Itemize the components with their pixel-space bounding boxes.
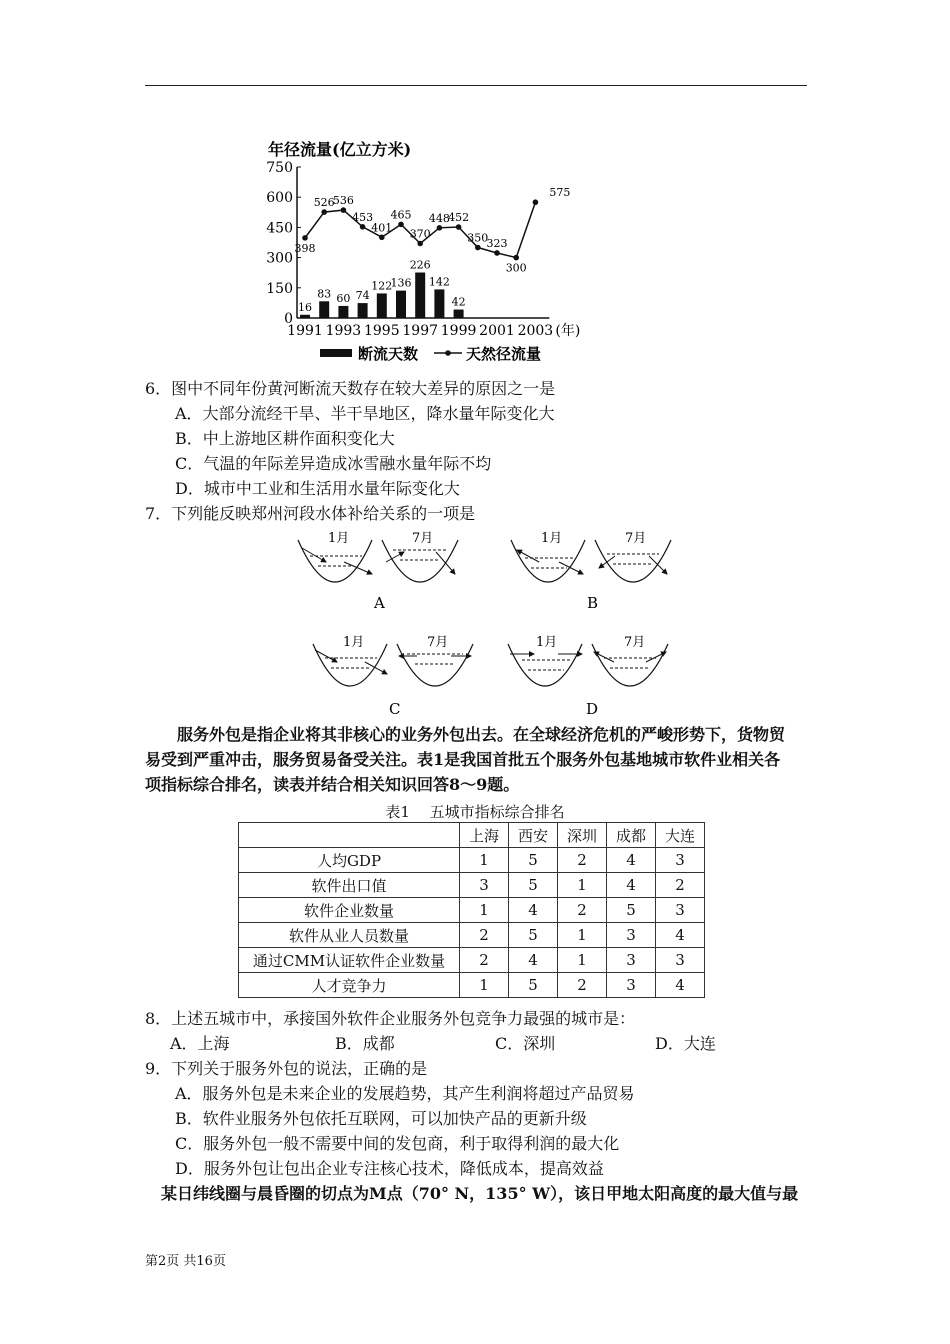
bar-duanliu-1995 [377,293,387,318]
q7-diagrams [290,528,710,718]
table-header-city: 上海 [460,823,509,848]
diagram-d-month2: 7月 [624,635,646,650]
bar-duanliu-1996 [396,291,406,318]
passage-line-1: 服务外包是指企业将其非核心的业务外包出去。在全球经济危机的严峻形势下，货物贸 [145,725,786,744]
next-passage-start: 某日纬线圈与晨昏圈的切点为M点（70° N，135° W），该日甲地太阳高度的最大值与最 [145,1184,799,1203]
table-cell: 4 [509,948,558,973]
bar-label-1998: 142 [428,275,450,289]
table-cell: 4 [509,898,558,923]
x-tick-label: 1995 [363,323,400,339]
bar-label-1999: 42 [451,295,466,309]
table-cell: 5 [509,923,558,948]
runoff-label-1998: 448 [428,211,450,225]
runoff-point-1993 [341,207,347,213]
chart-legend [320,345,541,363]
table-header-city: 西安 [509,823,558,848]
q6-option-d: D．城市中工业和生活用水量年际变化大 [175,479,460,498]
table-cell: 1 [460,848,509,873]
runoff-label-2000: 350 [467,231,489,245]
table-header-row [239,823,705,848]
diagram-a-month1: 1月 [328,531,350,546]
q9-stem: 9．下列关于服务外包的说法，正确的是 [145,1059,428,1078]
q8-stem: 8．上述五城市中，承接国外软件企业服务外包竞争力最强的城市是： [145,1009,636,1028]
bar-duanliu-1992 [319,301,329,318]
runoff-point-1997 [417,241,423,247]
passage [145,722,810,797]
diagram-a [298,531,458,612]
row-label: 软件企业数量 [239,898,460,923]
x-axis-label: (年) [555,323,581,339]
runoff-label-1993: 536 [332,194,354,208]
diagram-d [508,635,668,718]
bar-label-1991: 16 [298,300,312,314]
bar-label-1994: 74 [355,289,370,303]
table-cell: 4 [607,873,656,898]
runoff-point-2002 [513,255,519,261]
table-cell: 5 [509,873,558,898]
row-label: 通过CMM认证软件企业数量 [239,948,460,973]
table-header-city: 大连 [656,823,705,848]
diagram-c-month2: 7月 [427,635,449,650]
table-cell: 1 [558,948,607,973]
runoff-label-1991: 398 [294,241,316,255]
runoff-point-2000 [475,245,481,251]
bar-label-1992: 83 [317,287,332,301]
q8-option-b: B．成都 [335,1034,395,1053]
y-tick-label: 450 [266,220,293,237]
runoff-point-1994 [360,224,366,230]
legend-bar-swatch [320,349,352,357]
runoff-point-1995 [379,234,385,240]
table-header-city: 成都 [607,823,656,848]
table-cell: 3 [656,948,705,973]
q6-stem: 6．图中不同年份黄河断流天数存在较大差异的原因之一是 [145,379,556,398]
table-cell: 4 [656,923,705,948]
runoff-label-1997: 370 [409,227,431,241]
table-cell: 2 [558,848,607,873]
table-cell: 2 [558,973,607,998]
row-label: 人才竞争力 [239,973,460,998]
table-cell: 3 [607,923,656,948]
q9-option-a: A．服务外包是未来企业的发展趋势，其产生利润将超过产品贸易 [175,1084,635,1103]
diagram-b-letter: B [587,594,599,612]
bar-duanliu-1997 [415,272,425,318]
row-label: 软件从业人员数量 [239,923,460,948]
q9-option-c: C．服务外包一般不需要中间的发包商，利于取得利润的最大化 [175,1134,620,1153]
y-tick-label: 750 [266,160,293,176]
x-tick-label: 1991 [287,323,323,339]
diagram-c-letter: C [389,700,401,718]
passage-line-3: 项指标综合排名，读表并结合相关知识回答8～9题。 [145,775,520,794]
table-cell: 1 [558,923,607,948]
table-cell: 5 [509,973,558,998]
diagram-a-month2: 7月 [412,531,434,546]
table-corner-cell [239,823,460,848]
q8-option-d: D．大连 [655,1034,716,1053]
table-row [239,898,705,923]
q6-option-a: A．大部分流经干旱、半干旱地区，降水量年际变化大 [175,404,555,423]
table-cell: 4 [607,848,656,873]
bar-label-1993: 60 [336,291,351,305]
table-cell: 2 [656,873,705,898]
runoff-label-1996: 465 [390,208,412,222]
table-row [239,848,705,873]
q8-option-c: C．深圳 [495,1034,556,1053]
table-row [239,923,705,948]
diagram-d-letter: D [586,700,599,718]
table-row [239,973,705,998]
legend-line-label: 天然径流量 [466,345,542,363]
q9-option-d: D．服务外包让包出企业专注核心技术，降低成本，提高效益 [175,1159,604,1178]
runoff-point-1992 [321,209,327,215]
table-cell: 1 [460,898,509,923]
row-label: 人均GDP [239,848,460,873]
table-row [239,948,705,973]
runoff-point-2001 [494,250,500,256]
runoff-label-1999: 452 [448,210,470,224]
bar-duanliu-1999 [454,310,464,318]
table-row [239,873,705,898]
table-cell: 3 [607,948,656,973]
bar-duanliu-1993 [338,306,348,318]
table-cell: 3 [656,898,705,923]
q7-stem: 7．下列能反映郑州河段水体补给关系的一项是 [145,504,476,523]
table-cell: 2 [558,898,607,923]
x-tick-label: 2001 [479,323,515,339]
table-cell: 5 [607,898,656,923]
bar-duanliu-1994 [358,303,368,318]
ranking-table [238,822,705,998]
y-tick-label: 300 [266,250,293,267]
table-header-city: 深圳 [558,823,607,848]
diagram-b [511,531,671,612]
x-tick-label: 1997 [402,323,439,339]
q8-option-a: A．上海 [170,1034,230,1053]
runoff-label-1992: 526 [313,196,335,210]
runoff-label-2001: 323 [486,236,508,250]
runoff-label-2002: 300 [505,261,527,275]
table-cell: 2 [460,948,509,973]
diagram-c-month1: 1月 [343,635,365,650]
y-tick-label: 0 [284,311,293,327]
table-cell: 5 [509,848,558,873]
passage-line-2: 易受到严重冲击，服务贸易备受关注。表1是我国首批五个服务外包基地城市软件业相关各 [145,750,781,769]
table-cell: 3 [656,848,705,873]
diagram-a-letter: A [374,594,385,612]
bar-duanliu-1991 [300,315,310,318]
runoff-label-1995: 401 [371,221,393,235]
chart-title: 年径流量(亿立方米) [268,140,412,159]
runoff-label-1994: 453 [352,210,374,224]
legend-bar-label: 断流天数 [358,345,419,363]
bar-label-1995: 122 [371,279,393,293]
q9-option-b: B．软件业服务外包依托互联网，可以加快产品的更新升级 [175,1109,587,1128]
page-footer: 第2页 共16页 [145,1254,226,1269]
legend-line-dot [445,350,451,356]
y-tick-label: 150 [266,280,293,297]
runoff-point-2003 [533,199,539,205]
bar-label-1997: 226 [409,258,431,272]
q6-option-b: B．中上游地区耕作面积变化大 [175,429,395,448]
diagram-c [313,635,473,718]
diagram-b-month2: 7月 [625,531,647,546]
runoff-chart [258,135,638,370]
runoff-point-1999 [456,224,462,230]
table-cell: 2 [460,923,509,948]
bar-duanliu-1998 [434,289,444,318]
x-tick-label: 1993 [325,323,362,339]
table-cell: 3 [607,973,656,998]
bar-label-1996: 136 [390,276,412,290]
runoff-point-1998 [437,225,443,231]
table-caption: 表1 五城市指标综合排名 [385,803,565,821]
x-tick-label: 2003 [517,323,554,339]
runoff-point-1996 [398,222,404,228]
runoff-label-2003: 575 [549,186,571,200]
diagram-d-month1: 1月 [536,635,558,650]
header-rule [145,85,807,86]
table-cell: 4 [656,973,705,998]
x-tick-label: 1999 [440,323,477,339]
runoff-point-1991 [302,235,308,241]
table-cell: 1 [460,973,509,998]
table-cell: 1 [558,873,607,898]
row-label: 软件出口值 [239,873,460,898]
q6-option-c: C．气温的年际差异造成冰雪融水量年际不均 [175,454,492,473]
y-tick-label: 600 [266,190,293,207]
table-cell: 3 [460,873,509,898]
diagram-b-month1: 1月 [541,531,563,546]
